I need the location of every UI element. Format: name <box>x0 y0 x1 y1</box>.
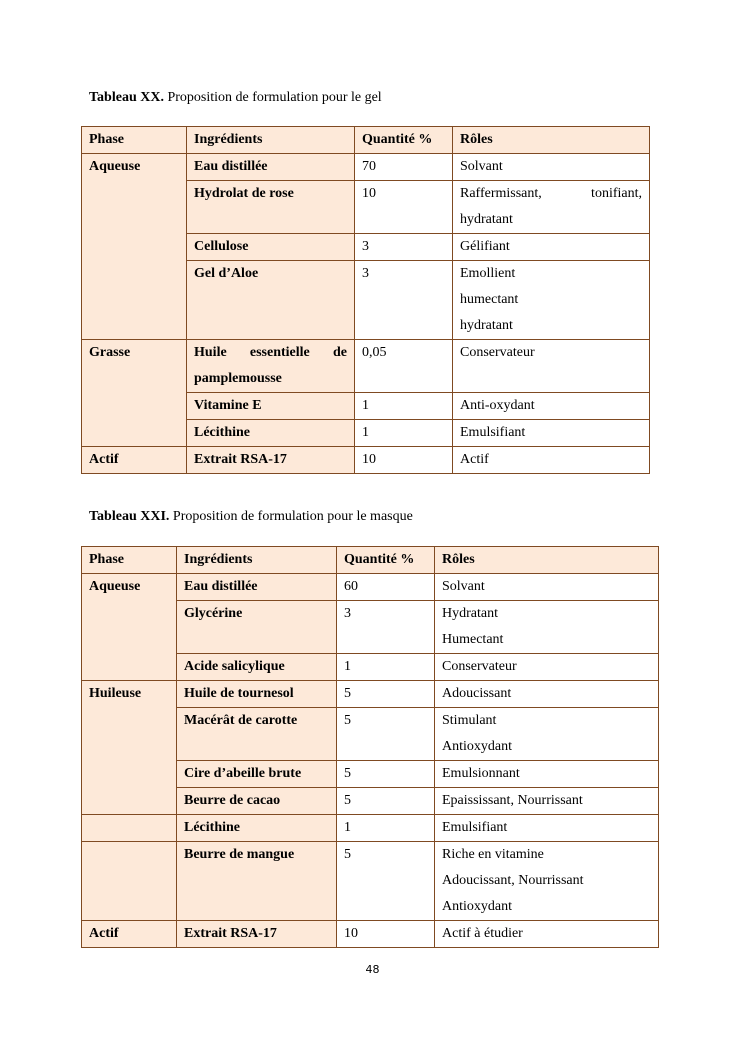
roles-cell <box>453 154 650 181</box>
table-caption-masque <box>89 509 413 525</box>
ingredient-cell: Beurre de mangue <box>177 842 337 921</box>
roles-cell <box>435 574 659 601</box>
phase-cell: Aqueuse <box>82 574 177 681</box>
quantity-cell: 5 <box>337 761 435 788</box>
table-row <box>82 340 650 393</box>
table-row <box>82 447 650 474</box>
ingredient-cell: Huile de tournesol <box>177 681 337 708</box>
table-row <box>82 921 659 948</box>
quantity-cell: 1 <box>355 420 453 447</box>
role-line: Conservateur <box>460 345 535 360</box>
ingredient-cell: Hydrolat de rose <box>187 181 355 234</box>
phase-cell: Actif <box>82 921 177 948</box>
table-caption-gel <box>89 90 382 106</box>
table-row <box>82 815 659 842</box>
ingredient-cell: Extrait RSA-17 <box>187 447 355 474</box>
quantity-cell: 5 <box>337 788 435 815</box>
phase-cell <box>82 842 177 921</box>
role-line: Solvant <box>442 579 485 594</box>
role-line: Raffermissant, tonifiant, hydratant <box>460 186 642 227</box>
quantity-cell: 70 <box>355 154 453 181</box>
role-line: Emulsifiant <box>442 820 508 835</box>
quantity-cell: 3 <box>337 601 435 654</box>
column-header: Phase <box>82 127 187 154</box>
role-line: Solvant <box>460 159 503 174</box>
quantity-cell: 10 <box>355 447 453 474</box>
role-line: Anti-oxydant <box>460 398 535 413</box>
ingredient-cell: Vitamine E <box>187 393 355 420</box>
roles-cell <box>453 261 650 340</box>
ingredient-cell: Gel d’Aloe <box>187 261 355 340</box>
roles-cell <box>435 601 659 654</box>
role-line: Adoucissant <box>442 686 512 701</box>
column-header: Quantité % <box>337 547 435 574</box>
role-line: Antioxydant <box>442 899 512 914</box>
ingredient-cell: Lécithine <box>177 815 337 842</box>
ingredient-cell: Cellulose <box>187 234 355 261</box>
roles-cell <box>453 393 650 420</box>
column-header: Ingrédients <box>187 127 355 154</box>
caption-label: Tableau XX. <box>89 90 164 105</box>
quantity-cell: 10 <box>337 921 435 948</box>
page-number: 48 <box>365 963 380 976</box>
roles-cell <box>435 681 659 708</box>
ingredient-cell: Huile essentielle de pamplemousse <box>187 340 355 393</box>
role-line: Conservateur <box>442 659 517 674</box>
column-header: Rôles <box>435 547 659 574</box>
roles-cell <box>453 234 650 261</box>
header-row <box>82 547 659 574</box>
ingredient-cell: Eau distillée <box>177 574 337 601</box>
roles-cell <box>435 815 659 842</box>
quantity-cell: 3 <box>355 261 453 340</box>
quantity-cell: 10 <box>355 181 453 234</box>
role-line: hydratant <box>460 318 513 333</box>
role-line: Actif à étudier <box>442 926 523 941</box>
quantity-cell: 5 <box>337 842 435 921</box>
roles-cell <box>435 788 659 815</box>
roles-cell <box>453 420 650 447</box>
role-line: Epaississant, Nourrissant <box>442 793 583 808</box>
ingredient-cell: Beurre de cacao <box>177 788 337 815</box>
role-line: Humectant <box>442 632 504 647</box>
caption-label: Tableau XXI. <box>89 509 170 524</box>
roles-cell <box>435 921 659 948</box>
phase-cell: Aqueuse <box>82 154 187 340</box>
role-line: Emulsionnant <box>442 766 520 781</box>
quantity-cell: 1 <box>337 815 435 842</box>
table-row <box>82 681 659 708</box>
ingredient-cell: Lécithine <box>187 420 355 447</box>
gel-formulation-table <box>81 126 650 474</box>
ingredient-cell: Extrait RSA-17 <box>177 921 337 948</box>
table-row <box>82 574 659 601</box>
caption-text: Proposition de formulation pour le gel <box>163 90 382 105</box>
ingredient-cell: Cire d’abeille brute <box>177 761 337 788</box>
header-row <box>82 127 650 154</box>
quantity-cell: 60 <box>337 574 435 601</box>
ingredient-cell: Glycérine <box>177 601 337 654</box>
role-line: Adoucissant, Nourrissant <box>442 873 584 888</box>
phase-cell: Grasse <box>82 340 187 447</box>
roles-cell <box>435 761 659 788</box>
role-line: Actif <box>460 452 489 467</box>
roles-cell <box>453 340 650 393</box>
role-line: Emollient <box>460 266 516 281</box>
masque-formulation-table <box>81 546 659 948</box>
role-line: Riche en vitamine <box>442 847 544 862</box>
quantity-cell: 0,05 <box>355 340 453 393</box>
role-line: humectant <box>460 292 519 307</box>
quantity-cell: 3 <box>355 234 453 261</box>
roles-cell <box>435 842 659 921</box>
phase-cell: Actif <box>82 447 187 474</box>
roles-cell <box>435 654 659 681</box>
quantity-cell: 5 <box>337 681 435 708</box>
quantity-cell: 5 <box>337 708 435 761</box>
ingredient-cell: Macérât de carotte <box>177 708 337 761</box>
role-line: Antioxydant <box>442 739 512 754</box>
role-line: Stimulant <box>442 713 497 728</box>
table-row <box>82 154 650 181</box>
quantity-cell: 1 <box>337 654 435 681</box>
column-header: Rôles <box>453 127 650 154</box>
ingredient-cell: Eau distillée <box>187 154 355 181</box>
column-header: Ingrédients <box>177 547 337 574</box>
roles-cell <box>435 708 659 761</box>
quantity-cell: 1 <box>355 393 453 420</box>
column-header: Quantité % <box>355 127 453 154</box>
role-line: Gélifiant <box>460 239 510 254</box>
ingredient-cell: Acide salicylique <box>177 654 337 681</box>
roles-cell <box>453 181 650 234</box>
caption-text: Proposition de formulation pour le masque <box>169 509 413 524</box>
phase-cell <box>82 815 177 842</box>
phase-cell: Huileuse <box>82 681 177 815</box>
table-row <box>82 842 659 921</box>
column-header: Phase <box>82 547 177 574</box>
role-line: Hydratant <box>442 606 498 621</box>
role-line: Emulsifiant <box>460 425 526 440</box>
roles-cell <box>453 447 650 474</box>
